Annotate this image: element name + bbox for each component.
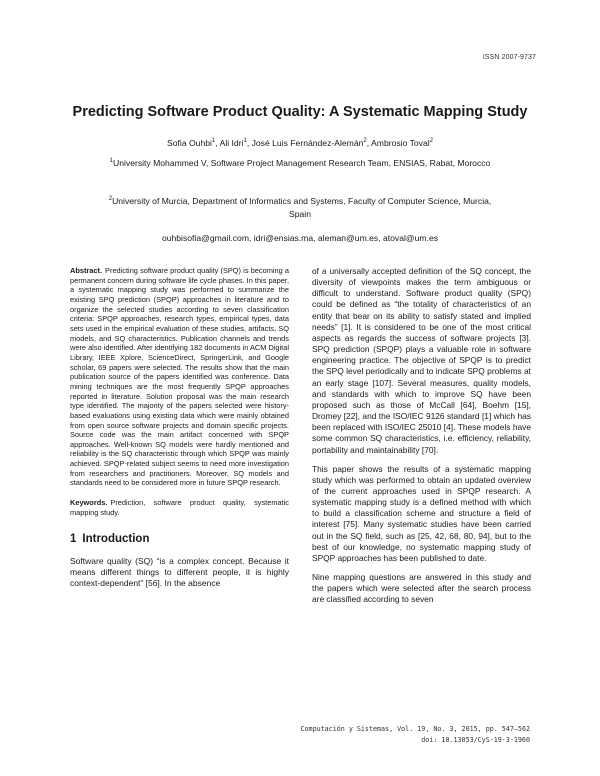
- affiliation-text: University of Murcia, Department of Informatics and Systems, Faculty of Computer Science, Murcia, Spain: [112, 196, 492, 219]
- section-title: Introduction: [82, 533, 150, 546]
- author-name: José Luis Fernández-Alemán: [251, 138, 364, 148]
- author-affiliation-mark: 2: [429, 138, 433, 145]
- author-name: Ambrosio Toval: [371, 138, 430, 148]
- affiliation-1: [100, 157, 500, 170]
- author-list: Sofia Ouhbi$^1$, Ali Idri$^1$, José Luis Fernández-Alemán$^2$, Ambrosio Toval$^2$: [167, 138, 433, 148]
- doi: doi: 10.13053/CyS-19-3-1960: [421, 736, 530, 744]
- author-affiliation-mark: 1: [211, 138, 216, 145]
- affiliation-number: 2: [108, 196, 113, 203]
- section-heading: [70, 534, 289, 545]
- author-affiliation-mark: 2: [363, 138, 367, 145]
- author-affiliation-mark: 1: [243, 138, 247, 145]
- left-column: [70, 266, 289, 589]
- right-column: [312, 266, 531, 614]
- body-paragraph: Software quality (SQ) “is a complex concept. Because it means different things to different people, it is highly context-dependent” [56]. In the absence: [70, 556, 289, 588]
- abstract-text: Predicting software product quality (SPQ) is becoming a permanent concern during software life cycle phases. In this paper, a systematic mapping study was performed to summarize the existing SPQ prediction (SPQP) approaches in literature and to organize the selected studies according to seven classification criteria: SPQP approaches, research types, empirical types, data sets used in the empirical evaluation of these studies, artifacts, SQ models, and SQ characteristics. Publication channels and trends were also identified. After identifying 182 documents in ACM Digital Library, IEEE Xplore, ScienceDirect, SpringerLink, and Google scholar, 69 papers were selected. The results show that the main publication source of the papers identified was conference. Data mining techniques are the most frequently SPQP approaches reported in literature. Solution proposal was the main research type identified. The majority of the papers selected were history-based evaluations using existing data which were mainly obtained from open source software projects and domain specific projects. Source code was the main artifact concerned with SPQP approaches. Well-known SQ models were hardly mentioned and reliability is the SQ characteristic through which SPQP was mainly achieved. SPQP-related subject seems to need more investigation from researchers and practitioners. Moreover, SQ models and standards need to be considered more in future SPQP research.: [70, 266, 289, 488]
- affiliation-number: 1: [109, 158, 113, 165]
- abstract-label: Abstract.: [70, 266, 103, 275]
- journal-citation: Computación y Sistemas, Vol. 19, No. 3, 2015, pp. 547–562: [300, 725, 530, 733]
- keywords-label: Keywords.: [70, 498, 108, 508]
- affiliation-2: [100, 195, 500, 221]
- body-paragraph: Nine mapping questions are answered in this study and the papers which were selected after the search process are classified according to seven: [312, 572, 531, 605]
- keywords-text: Prediction, software product quality, systematic mapping study.: [70, 498, 289, 517]
- issn-header: ISSN 2007-9737: [482, 54, 536, 61]
- author-name: Ali Idri: [219, 138, 244, 148]
- author-name: Sofia Ouhbi: [167, 138, 212, 148]
- body-paragraph: of a universally accepted definition of the SQ concept, the diversity of viewpoints makes the term ambiguous or difficult to understand. Software product quality (SPQ) could be defined as “the totality of characteristics of an entity that bear on its ability to satisfy stated and implied needs” [1]. It is considered to be one of the most critical aspects as regards the success of software projects [3]. SPQ prediction (SPQP) plays a valuable role in software engineering practice. The objective of SPQP is to predict the SPQ level periodically and to indicate SPQ problems at an early stage [107]. Several measures, quality models, and standards with which to improve SQ have been proposed such as those of McCall [64], Boehm [15], Dromey [22], and the ISO/IEC 9126 standard [1] which has been replaced with ISO/IEC 25010 [4]. These models have some common SQ characteristics, i.e. efficiency, reliability, portability and maintainability [70].: [312, 266, 531, 455]
- abstract: [70, 266, 289, 488]
- keywords: [70, 498, 289, 517]
- body-paragraph: This paper shows the results of a systematic mapping study which was performed to obtain an updated overview of the current approaches used in SPQP research. A systematic mapping study is a defined method with which to build a classification scheme and structure a field of interest [75]. Many systematic studies have been carried out in the SQ field, such as [25, 42, 68, 80, 94], but to the best of our knowledge, no systematic mapping study of SPQP approaches has been published to date.: [312, 463, 531, 563]
- affiliation-text: University Mohammed V, Software Project Management Research Team, ENSIAS, Rabat, Morocco: [113, 158, 491, 168]
- author-emails: ouhbisofia@gmail.com, idri@ensias.ma, aleman@um.es, atoval@um.es: [161, 233, 439, 243]
- page-footer: [301, 724, 531, 746]
- paper-title: Predicting Software Product Quality: A Systematic Mapping Study: [72, 104, 528, 120]
- section-number: 1: [70, 533, 77, 546]
